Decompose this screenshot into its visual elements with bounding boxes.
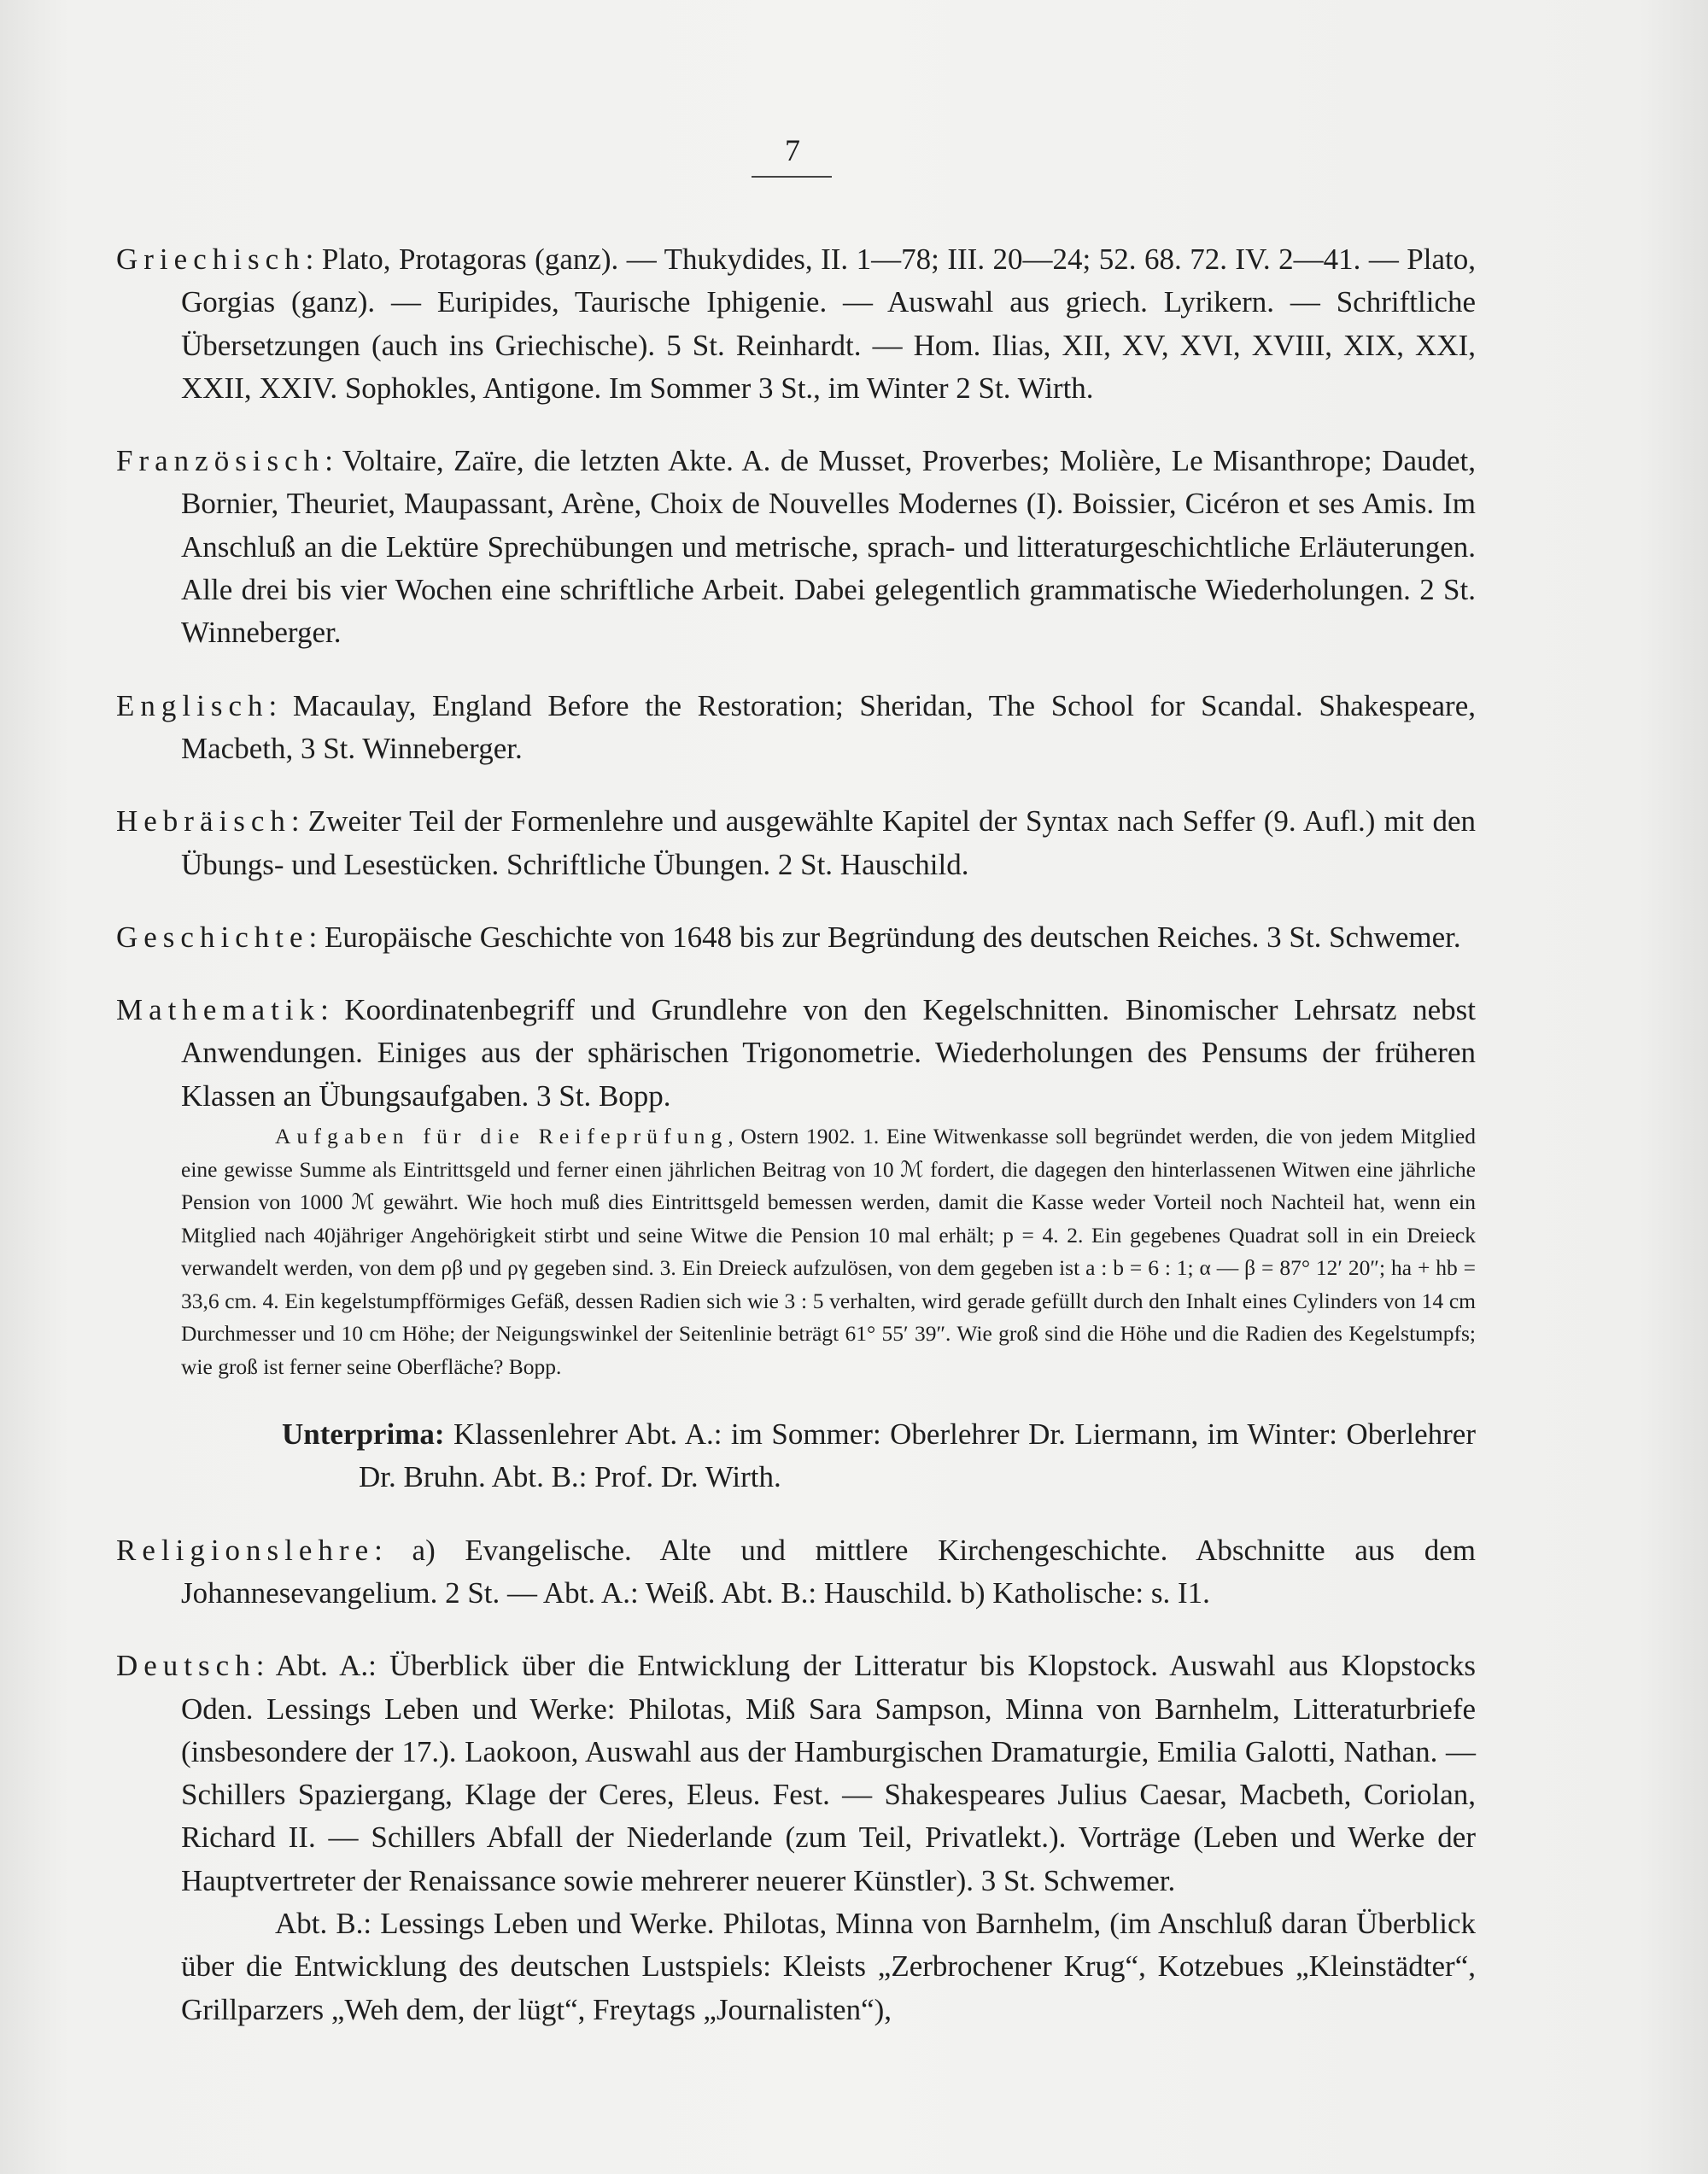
subject-entry-religionslehre [116, 1529, 1476, 1616]
page-number-rule [752, 176, 832, 178]
subject-heading: Hebräisch [116, 804, 291, 839]
subject-text: : Europäische Geschichte von 1648 bis zur Begründung des deutschen Reiches. 3 St. Schwemer. [308, 920, 1461, 954]
subject-entry-griechisch [116, 238, 1476, 410]
subject-entry-englisch [116, 685, 1476, 771]
class-heading [116, 1413, 1476, 1499]
subject-text: : Plato, Protagoras (ganz). — Thukydides, II. 1—78; III. 20—24; 52. 68. 72. IV. 2—41. — Plato, Gorgias (ganz). — Euripides, Taurische Iphigenie. — Auswahl aus griech. Lyrikern. — Schriftliche Übersetzungen (auch ins Griechische). 5 St. Reinhardt. — Hom. Ilias, XII, XV, XVI, XVIII, XIX, XXI, XXII, XXIV. Sophokles, Antigone. Im Sommer 3 St., im Winter 2 St. Wirth. [181, 243, 1476, 405]
subject-heading: Geschichte [116, 920, 309, 954]
subject-text: : Macaulay, England Before the Restoration; Sheridan, The School for Scandal. Shakespeare, Macbeth, 3 St. Winneberger. [181, 688, 1476, 765]
subject-text: : Zweiter Teil der Formenlehre und ausgewählte Kapitel der Syntax nach Seffer (9. Aufl.) mit den Übungs- und Lesestücken. Schriftliche Übungen. 2 St. Hauschild. [181, 804, 1476, 881]
subject-heading: Mathematik [116, 993, 321, 1027]
subject-entry-geschichte [116, 916, 1476, 959]
subject-entry-deutsch [116, 1645, 1476, 1902]
exam-tasks [116, 1120, 1476, 1383]
page-number: 7 [785, 133, 800, 167]
exam-title: Aufgaben für die Reifeprüfung [275, 1124, 728, 1149]
document-body [116, 208, 1476, 2061]
subject-text: : Voltaire, Zaïre, die letzten Akte. A. de Musset, Proverbes; Molière, Le Misanthrope; Daudet, Bornier, Theuriet, Maupassant, Arène, Choix de Nouvelles Modernes (I). Boissier, Cicéron et ses Amis. Im Anschluß an die Lektüre Sprechübungen und metrische, sprach- und litteraturgeschichtliche Erläuterungen. Alle drei bis vier Wochen eine schriftliche Arbeit. Dabei gelegentlich grammatische Wiederholungen. 2 St. Winneberger. [181, 444, 1476, 650]
exam-text: , Ostern 1902. 1. Eine Witwenkasse soll begründet werden, die von jedem Mitglied eine gewisse Summe als Eintrittsgeld und ferner einen jährlichen Beitrag von 10 ℳ fordert, die dagegen den hinterlassenen Witwen eine jährliche Pension von 1000 ℳ gewährt. Wie hoch muß dies Eintrittsgeld bemessen werden, damit die Kasse weder Vorteil noch Nachteil hat, wenn ein Mitglied nach 40jähriger Angehörigkeit stirbt und seine Witwe die Pension 10 mal erhält; p = 4. 2. Ein gegebenes Quadrat soll in ein Dreieck verwandelt werden, von dem ρβ und ργ gegeben sind. 3. Ein Dreieck aufzulösen, von dem gegeben ist a : b = 6 : 1; α — β = 87° 12′ 20″; ha + hb = 33,6 cm. 4. Ein kegelstumpfförmiges Gefäß, dessen Radien sich wie 3 : 5 verhalten, wird gerade gefüllt durch den Inhalt eines Cylinders von 14 cm Durchmesser und 10 cm Höhe; der Neigungswinkel der Seitenlinie beträgt 61° 55′ 39″. Wie groß sind die Höhe und die Radien des Kegelstumpfs; wie groß ist ferner seine Oberfläche? Bopp. [181, 1124, 1476, 1379]
subject-text: : Koordinatenbegriff und Grundlehre von den Kegelschnitten. Binomischer Lehrsatz nebst Anwendungen. Einiges aus der sphärischen Trigonometrie. Wiederholungen des Pensums der früheren Klassen an Übungsaufgaben. 3 St. Bopp. [181, 993, 1476, 1113]
class-teachers: Klassenlehrer Abt. A.: im Sommer: Oberlehrer Dr. Liermann, im Winter: Oberlehrer Dr. Bruhn. Abt. B.: Prof. Dr. Wirth. [359, 1417, 1476, 1494]
subject-heading: Französisch [116, 444, 325, 478]
class-title: Unterprima: [282, 1417, 445, 1452]
subject-entry-mathematik [116, 989, 1476, 1118]
subject-entry-hebraeisch [116, 800, 1476, 886]
subject-text: : Abt. A.: Überblick über die Entwicklung der Litteratur bis Klopstock. Auswahl aus Klopstocks Oden. Lessings Leben und Werke: Philotas, Miß Sara Sampson, Minna von Barnhelm, Litteraturbriefe (insbesondere der 17.). Laokoon, Auswahl aus der Hamburgischen Dramaturgie, Emilia Galotti, Nathan. — Schillers Spaziergang, Klage der Ceres, Eleus. Fest. — Shakespeares Julius Caesar, Macbeth, Coriolan, Richard II. — Schillers Abfall der Niederlande (zum Teil, Privatlekt.). Vorträge (Leben und Werke der Hauptvertreter der Renaissance sowie mehrerer neuerer Künstler). 3 St. Schwemer. [181, 1649, 1476, 1897]
subject-heading: Religionslehre [116, 1533, 375, 1567]
subject-text: : a) Evangelische. Alte und mittlere Kirchengeschichte. Abschnitte aus dem Johannesevangelium. 2 St. — Abt. A.: Weiß. Abt. B.: Hauschild. b) Katholische: s. I1. [181, 1533, 1476, 1610]
subject-heading: Deutsch [116, 1649, 256, 1683]
subject-entry-franzoesisch [116, 440, 1476, 654]
subject-heading: Griechisch [116, 243, 306, 276]
deutsch-abt-b: Abt. B.: Lessings Leben und Werke. Philotas, Minna von Barnhelm, (im Anschluß daran Überblick über die Entwicklung des deutschen Lustspiels: Kleists „Zerbrochener Krug“, Kotzebues „Kleinstädter“, Grillparzers „Weh dem, der lügt“, Freytags „Journalisten“), [181, 1907, 1476, 2026]
subject-heading: Englisch [116, 688, 269, 722]
